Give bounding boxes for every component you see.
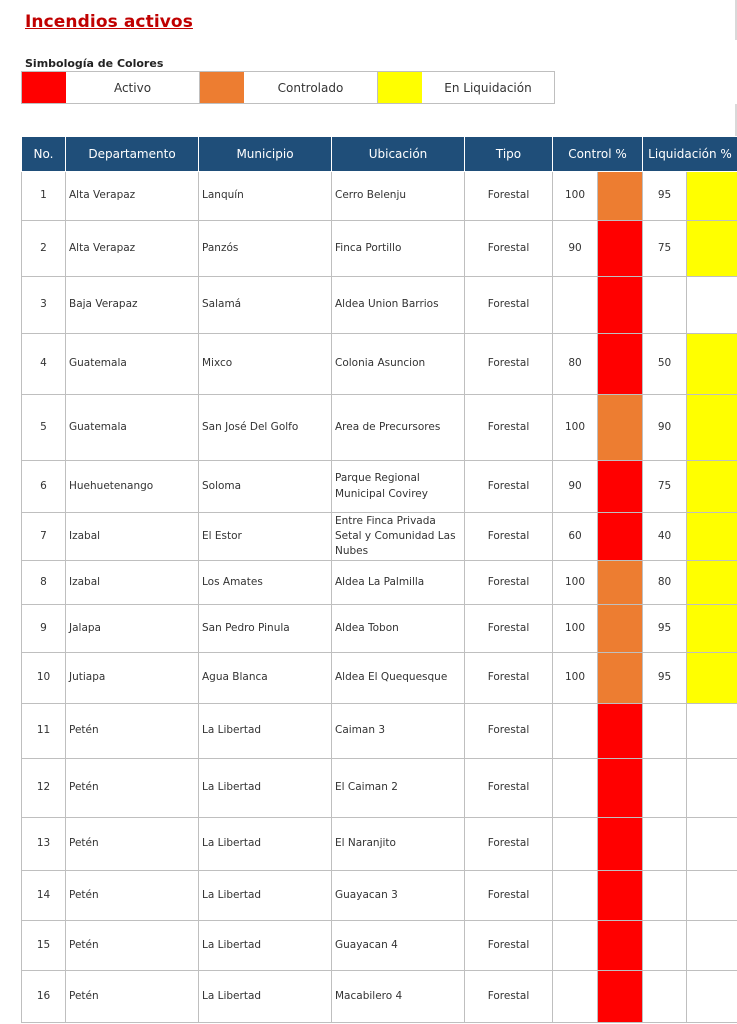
- municipio-cell: Soloma: [199, 461, 332, 513]
- table-row: [22, 172, 737, 221]
- header-municipio: Municipio: [199, 137, 332, 172]
- liquidacion-percent-cell: [643, 921, 687, 971]
- ubicacion-cell: Entre Finca Privada Setal y Comunidad Las Nubes: [332, 513, 465, 561]
- ubicacion-cell: Finca Portillo: [332, 221, 465, 277]
- departamento-cell: Petén: [66, 818, 199, 871]
- tipo-cell: Forestal: [465, 221, 553, 277]
- departamento-cell: Huehuetenango: [66, 461, 199, 513]
- municipio-cell: La Libertad: [199, 818, 332, 871]
- liquidacion-status-swatch: [687, 395, 737, 461]
- tipo-cell: Forestal: [465, 759, 553, 818]
- departamento-cell: Alta Verapaz: [66, 172, 199, 221]
- tipo-cell: Forestal: [465, 461, 553, 513]
- row-number: 7: [22, 513, 66, 561]
- liquidacion-status-swatch: [687, 334, 737, 395]
- departamento-cell: Petén: [66, 759, 199, 818]
- liquidacion-status-swatch: [687, 971, 737, 1023]
- legend-label-controlado: Controlado: [244, 72, 378, 103]
- header-no: No.: [22, 137, 66, 172]
- tipo-cell: Forestal: [465, 704, 553, 759]
- liquidacion-status-swatch: [687, 605, 737, 653]
- header-departamento: Departamento: [66, 137, 199, 172]
- row-number: 10: [22, 653, 66, 704]
- table-row: [22, 971, 737, 1023]
- municipio-cell: Panzós: [199, 221, 332, 277]
- ubicacion-cell: Aldea La Palmilla: [332, 561, 465, 605]
- table-row: [22, 513, 737, 561]
- control-status-swatch: [598, 871, 643, 921]
- liquidacion-status-swatch: [687, 221, 737, 277]
- municipio-cell: San José Del Golfo: [199, 395, 332, 461]
- table-row: [22, 759, 737, 818]
- ubicacion-cell: Aldea El Quequesque: [332, 653, 465, 704]
- control-percent-cell: [553, 759, 598, 818]
- liquidacion-status-swatch: [687, 513, 737, 561]
- municipio-cell: La Libertad: [199, 871, 332, 921]
- header-ubicacion: Ubicación: [332, 137, 465, 172]
- liquidacion-percent-cell: [643, 704, 687, 759]
- control-status-swatch: [598, 971, 643, 1023]
- departamento-cell: Guatemala: [66, 334, 199, 395]
- page-title: Incendios activos: [25, 12, 193, 32]
- ubicacion-cell: Macabilero 4: [332, 971, 465, 1023]
- departamento-cell: Baja Verapaz: [66, 277, 199, 334]
- table-row: [22, 921, 737, 971]
- row-number: 2: [22, 221, 66, 277]
- table-row: [22, 704, 737, 759]
- control-status-swatch: [598, 921, 643, 971]
- table-row: [22, 871, 737, 921]
- municipio-cell: El Estor: [199, 513, 332, 561]
- liquidacion-status-swatch: [687, 759, 737, 818]
- liquidacion-status-swatch: [687, 921, 737, 971]
- table-row: [22, 277, 737, 334]
- municipio-cell: La Libertad: [199, 704, 332, 759]
- control-status-swatch: [598, 818, 643, 871]
- tipo-cell: Forestal: [465, 818, 553, 871]
- row-number: 14: [22, 871, 66, 921]
- tipo-cell: Forestal: [465, 277, 553, 334]
- liquidacion-percent-cell: 50: [643, 334, 687, 395]
- municipio-cell: Salamá: [199, 277, 332, 334]
- control-status-swatch: [598, 704, 643, 759]
- departamento-cell: Izabal: [66, 561, 199, 605]
- control-percent-cell: [553, 871, 598, 921]
- table-row: [22, 221, 737, 277]
- control-percent-cell: [553, 971, 598, 1023]
- liquidacion-status-swatch: [687, 818, 737, 871]
- tipo-cell: Forestal: [465, 172, 553, 221]
- tipo-cell: Forestal: [465, 971, 553, 1023]
- ubicacion-cell: Colonia Asuncion: [332, 334, 465, 395]
- liquidacion-percent-cell: [643, 277, 687, 334]
- tipo-cell: Forestal: [465, 653, 553, 704]
- ubicacion-cell: El Caiman 2: [332, 759, 465, 818]
- tipo-cell: Forestal: [465, 513, 553, 561]
- row-number: 16: [22, 971, 66, 1023]
- ubicacion-cell: Guayacan 3: [332, 871, 465, 921]
- control-status-swatch: [598, 759, 643, 818]
- control-percent-cell: 100: [553, 605, 598, 653]
- ubicacion-cell: Aldea Union Barrios: [332, 277, 465, 334]
- control-status-swatch: [598, 277, 643, 334]
- table-row: [22, 818, 737, 871]
- row-number: 13: [22, 818, 66, 871]
- control-status-swatch: [598, 221, 643, 277]
- row-number: 3: [22, 277, 66, 334]
- ubicacion-cell: Aldea Tobon: [332, 605, 465, 653]
- row-number: 5: [22, 395, 66, 461]
- municipio-cell: Mixco: [199, 334, 332, 395]
- ubicacion-cell: Area de Precursores: [332, 395, 465, 461]
- row-number: 15: [22, 921, 66, 971]
- municipio-cell: San Pedro Pinula: [199, 605, 332, 653]
- departamento-cell: Petén: [66, 971, 199, 1023]
- control-status-swatch: [598, 561, 643, 605]
- liquidacion-percent-cell: 75: [643, 461, 687, 513]
- table-row: [22, 395, 737, 461]
- departamento-cell: Alta Verapaz: [66, 221, 199, 277]
- municipio-cell: La Libertad: [199, 759, 332, 818]
- row-number: 8: [22, 561, 66, 605]
- departamento-cell: Petén: [66, 871, 199, 921]
- tipo-cell: Forestal: [465, 871, 553, 921]
- tipo-cell: Forestal: [465, 334, 553, 395]
- table-row: [22, 605, 737, 653]
- control-status-swatch: [598, 653, 643, 704]
- ubicacion-cell: Guayacan 4: [332, 921, 465, 971]
- liquidacion-percent-cell: [643, 871, 687, 921]
- control-status-swatch: [598, 172, 643, 221]
- header-control: Control %: [553, 137, 643, 172]
- table-row: [22, 653, 737, 704]
- liquidacion-status-swatch: [687, 461, 737, 513]
- control-status-swatch: [598, 605, 643, 653]
- control-percent-cell: 80: [553, 334, 598, 395]
- liquidacion-status-swatch: [687, 653, 737, 704]
- liquidacion-status-swatch: [687, 561, 737, 605]
- municipio-cell: Agua Blanca: [199, 653, 332, 704]
- control-percent-cell: [553, 277, 598, 334]
- liquidacion-percent-cell: 80: [643, 561, 687, 605]
- departamento-cell: Guatemala: [66, 395, 199, 461]
- liquidacion-percent-cell: [643, 759, 687, 818]
- legend-swatch-activo: [22, 72, 66, 103]
- tipo-cell: Forestal: [465, 921, 553, 971]
- departamento-cell: Izabal: [66, 513, 199, 561]
- control-percent-cell: 90: [553, 221, 598, 277]
- row-number: 1: [22, 172, 66, 221]
- legend-label-activo: Activo: [66, 72, 200, 103]
- liquidacion-percent-cell: 40: [643, 513, 687, 561]
- control-percent-cell: 60: [553, 513, 598, 561]
- liquidacion-status-swatch: [687, 704, 737, 759]
- table-header-row: [22, 137, 737, 172]
- control-status-swatch: [598, 513, 643, 561]
- control-percent-cell: [553, 921, 598, 971]
- liquidacion-percent-cell: [643, 818, 687, 871]
- departamento-cell: Jalapa: [66, 605, 199, 653]
- control-percent-cell: [553, 704, 598, 759]
- fires-table: [21, 136, 737, 1023]
- legend-swatch-liquidacion: [378, 72, 422, 103]
- ubicacion-cell: Cerro Belenju: [332, 172, 465, 221]
- control-percent-cell: 100: [553, 653, 598, 704]
- departamento-cell: Jutiapa: [66, 653, 199, 704]
- ubicacion-cell: Parque Regional Municipal Covirey: [332, 461, 465, 513]
- liquidacion-status-swatch: [687, 277, 737, 334]
- legend-label-liquidacion: En Liquidación: [444, 80, 532, 95]
- municipio-cell: Los Amates: [199, 561, 332, 605]
- row-number: 9: [22, 605, 66, 653]
- legend-heading: Simbología de Colores: [25, 57, 164, 70]
- legend-swatch-controlado: [200, 72, 244, 103]
- control-percent-cell: 100: [553, 172, 598, 221]
- row-number: 11: [22, 704, 66, 759]
- table-row: [22, 561, 737, 605]
- liquidacion-percent-cell: 75: [643, 221, 687, 277]
- liquidacion-status-swatch: [687, 871, 737, 921]
- control-percent-cell: [553, 818, 598, 871]
- municipio-cell: La Libertad: [199, 921, 332, 971]
- header-tipo: Tipo: [465, 137, 553, 172]
- table-row: [22, 461, 737, 513]
- row-number: 4: [22, 334, 66, 395]
- liquidacion-percent-cell: 90: [643, 395, 687, 461]
- tipo-cell: Forestal: [465, 395, 553, 461]
- departamento-cell: Petén: [66, 921, 199, 971]
- control-status-swatch: [598, 461, 643, 513]
- header-liquidacion: Liquidación %: [643, 137, 737, 172]
- row-number: 12: [22, 759, 66, 818]
- liquidacion-status-swatch: [687, 172, 737, 221]
- liquidacion-percent-cell: [643, 971, 687, 1023]
- municipio-cell: Lanquín: [199, 172, 332, 221]
- tipo-cell: Forestal: [465, 561, 553, 605]
- control-percent-cell: 90: [553, 461, 598, 513]
- color-legend: [21, 71, 555, 104]
- liquidacion-percent-cell: 95: [643, 653, 687, 704]
- ubicacion-cell: Caiman 3: [332, 704, 465, 759]
- liquidacion-percent-cell: 95: [643, 172, 687, 221]
- municipio-cell: La Libertad: [199, 971, 332, 1023]
- control-status-swatch: [598, 334, 643, 395]
- control-percent-cell: 100: [553, 395, 598, 461]
- control-status-swatch: [598, 395, 643, 461]
- ubicacion-cell: El Naranjito: [332, 818, 465, 871]
- liquidacion-percent-cell: 95: [643, 605, 687, 653]
- tipo-cell: Forestal: [465, 605, 553, 653]
- row-number: 6: [22, 461, 66, 513]
- control-percent-cell: 100: [553, 561, 598, 605]
- table-row: [22, 334, 737, 395]
- departamento-cell: Petén: [66, 704, 199, 759]
